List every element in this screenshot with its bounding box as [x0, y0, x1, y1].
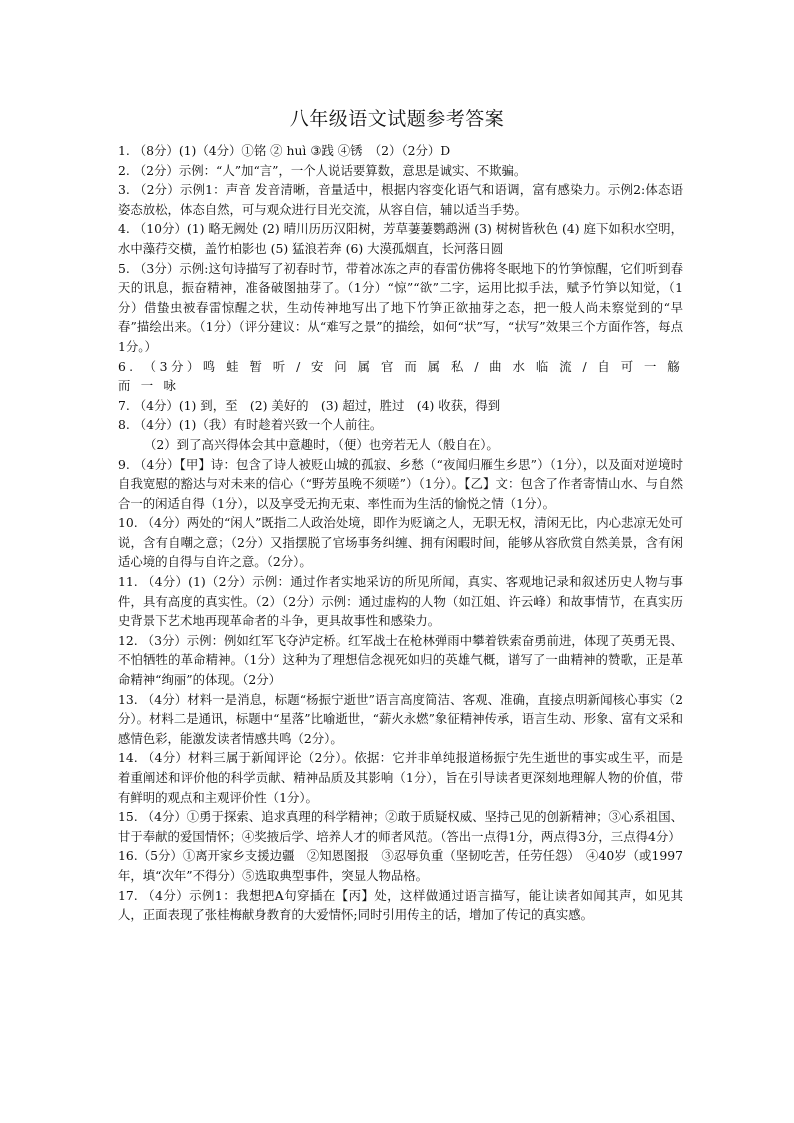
answer-item-5: 5. （3分）示例:这句诗描写了初春时节，带着冰冻之声的春雷仿佛将冬眠地下的竹笋惊醒，它们听到春天的讯息，振奋精神，准备破图抽芽了。（1分）“惊”“欲”二字，运用比拟手法，赋予竹笋以知觉，（1分）借蛰虫被春雷惊醒之状，生动传神地写出了地下竹笋正欲抽芽之态，把一般人尚未察觉到的“早春”描绘出来。（1分）（评分建议：从“难写之景”的描绘，如何“状”写，“状写”效果三个方面作答，每点1分。）	[118, 260, 683, 354]
page-title: 八年级语文试题参考答案	[289, 108, 505, 130]
answer-item-16: 16.（5分）①离开家乡支援边疆 ②知恩图报 ③忍辱负重（坚韧吃苦，任劳任怨） ④40岁（或1997年，填“次年”不得分）⑤选取典型事件，突显人物品格。	[118, 848, 683, 883]
answer-list	[118, 141, 696, 925]
answer-item-11: 11. （4分）(1)（2分）示例：通过作者实地采访的所见所闻，真实、客观地记录和叙述历史人物与事件，具有高度的真实性。（2）（2分）示例：通过虚构的人物（如江姐、许云峰）和故事情节，在真实历史背景下艺术地再现革命者的斗争，更具故事性和感染力。	[118, 574, 683, 629]
answer-item-6: 6. （3分）鸣 蛙 暂 听 / 安 问 属 官 而 属 私 / 曲 水 临 流 / 自 可 一 觞 而 一 咏	[118, 358, 683, 394]
answer-item-12: 12. （3分）示例：例如红军飞夺泸定桥。红军战士在枪林弹雨中攀着铁索奋勇前进，体现了英勇无畏、不怕牺牲的革命精神。（1分）这种为了理想信念视死如归的英雄气概，谱写了一曲精神的赞歌，正是革命精神“绚丽”的体现。（2分）	[118, 632, 683, 688]
answer-item-3: 3. （2分）示例1：声音 发音清晰，音量适中，根据内容变化语气和语调，富有感染力。示例2:体态语 姿态放松，体态自然，可与观众进行目光交流，从容自信，辅以适当手势。	[118, 182, 696, 217]
answer-item-15: 15. （4分）①勇于探索、追求真理的科学精神；②敢于质疑权威、坚持己见的创新精神；③心系祖国、甘于奉献的爱国情怀；④奖掖后学、培养人才的师者风范。（答出一点得1分，两点得3分，三点得4分）	[118, 809, 683, 844]
answer-item-4: 4. （10分）(1) 略无阙处 (2) 晴川历历汉阳树，芳草萋萋鹦鹉洲 (3) 树树皆秋色 (4) 庭下如积水空明，水中藻荇交横，盖竹柏影也 (5) 猛浪若奔 (6) 大漠孤烟直，长河落日圆	[118, 221, 683, 256]
answer-item-8: 8. （4分）(1)（我）有时趁着兴致一个人前往。	[118, 417, 383, 433]
answer-item-1: 1. （8分）(1)（4分）①铭 ② huì ③践 ④锈 （2）（2分）D	[118, 143, 451, 158]
answer-item-17: 17. （4分）示例1：我想把A句穿插在【丙】处，这样做通过语言描写，能让读者如闻其声，如见其人，正面表现了张桂梅献身教育的大爱情怀;同时引用传主的话，增加了传记的真实感。	[118, 887, 683, 923]
answer-item-2: 2. （2分）示例：“人”加“言”，一个人说话要算数，意思是诚实、不欺骗。	[118, 162, 527, 178]
answer-item-14: 14. （4分）材料三属于新闻评论（2分）。依据：它并非单纯报道杨振宁先生逝世的事实或生平，而是着重阐述和评价他的科学贡献、精神品质及其影响（1分），旨在引导读者更深刻地理解人物的价值，带有鲜明的观点和主观评价性（1分）。	[118, 750, 683, 805]
answer-item-10: 10. （4分）两处的“闲人”既指二人政治处境，即作为贬谪之人，无职无权，清闲无比，内心悲凉无处可说，含有自嘲之意；（2分）又指摆脱了官场事务纠缠、拥有闲暇时间，能够从容欣赏自然美景，含有闲适心境的自得与自许之意。（2分）。	[118, 515, 683, 570]
answer-item-7: 7. （4分）(1) 到，至 (2) 美好的 (3) 超过，胜过 (4) 收获，得到	[118, 397, 501, 413]
answer-item-9: 9. （4分）【甲】诗：包含了诗人被贬山城的孤寂、乡愁（“夜闻归雁生乡思”）（1分），以及面对逆境时自我宽慰的豁达与对未来的信心（“野芳虽晚不须嗟”）（1分）。【乙】文：包含了作者寄情山水、与自然合一的闲适自得（1分），以及享受无拘无束、率性而为生活的愉悦之情（1分）。	[118, 456, 683, 511]
answer-item-13: 13. （4分）材料一是消息，标题“杨振宁逝世”语言高度简洁、客观、准确，直接点明新闻核心事实（2分）。材料二是通讯，标题中“星落”比喻逝世，“薪火永燃”象征精神传承，语言生动、形象、富有文采和感情色彩，能激发读者情感共鸣（2分）。	[118, 691, 683, 746]
answer-item-8-part-2: （2）到了高兴得体会其中意趣时，（便）也旁若无人（般自在）。	[144, 436, 499, 452]
